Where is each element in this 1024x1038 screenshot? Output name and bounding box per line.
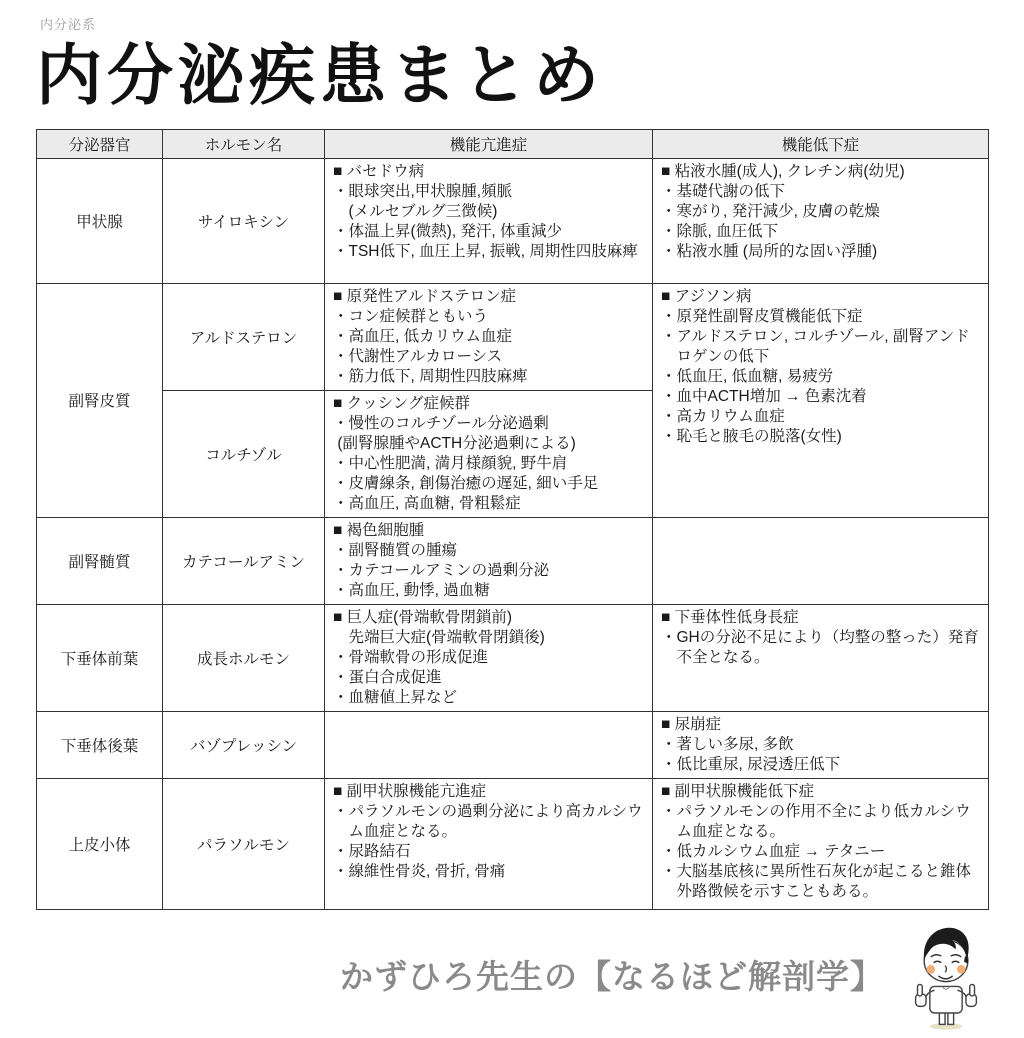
- disease-heading: ■ 下垂体性低身長症: [661, 608, 799, 626]
- header-hyperfunction: 機能亢進症: [325, 129, 653, 158]
- thumbs-up-teacher-icon: [898, 918, 994, 1032]
- detail-line: ・TSH低下, 血圧上昇, 振戦, 周期性四肢麻痺: [333, 242, 638, 260]
- detail-line: ・低比重尿, 尿浸透圧低下: [661, 755, 841, 773]
- header-organ: 分泌器官: [37, 129, 163, 158]
- detail-line: ・筋力低下, 周期性四肢麻痺: [333, 367, 528, 385]
- hormone-cell: バゾプレッシン: [163, 711, 325, 778]
- detail-line: ・線維性骨炎, 骨折, 骨痛: [333, 862, 506, 880]
- hormone-cell: サイロキシン: [163, 158, 325, 283]
- detail-line: ・中心性肥満, 満月様顔貌, 野牛肩: [333, 454, 568, 472]
- disease-heading: ■ 粘液水腫(成人), クレチン病(幼児): [661, 162, 905, 180]
- hyperfunction-cell: [325, 604, 653, 711]
- detail-line: ・パラソルモンの作用不全により低カルシウム血症となる。: [661, 802, 971, 840]
- hypofunction-cell: [653, 778, 989, 909]
- hyperfunction-cell: [325, 158, 653, 283]
- footer: [340, 918, 994, 1032]
- detail-line: ・代謝性アルカローシス: [333, 347, 503, 365]
- hyperfunction-cell: [325, 517, 653, 604]
- detail-line: 先端巨大症(骨端軟骨閉鎖後): [333, 628, 545, 646]
- hypofunction-cell: [653, 517, 989, 604]
- hormone-cell: カテコールアミン: [163, 517, 325, 604]
- table-body: [37, 158, 989, 909]
- table-row: [37, 158, 989, 283]
- table-header-row: [37, 129, 989, 158]
- hyperfunction-cell: [325, 390, 653, 517]
- disease-heading: ■ バセドウ病: [333, 162, 425, 180]
- detail-line: ・大脳基底核に異所性石灰化が起こると錐体外路徴候を示すこともある。: [661, 862, 972, 900]
- detail-line: (副腎腺腫やACTH分泌過剰による): [333, 434, 576, 452]
- detail-line: ・蛋白合成促進: [333, 668, 442, 686]
- organ-cell: 甲状腺: [37, 158, 163, 283]
- table-row: [37, 283, 989, 390]
- detail-line: ・原発性副腎皮質機能低下症: [661, 307, 863, 325]
- disease-heading: ■ アジソン病: [661, 287, 752, 305]
- detail-line: ・眼球突出,甲状腺腫,頻脈: [333, 182, 513, 200]
- hormone-cell: アルドステロン: [163, 283, 325, 390]
- footer-brand-text: かずひろ先生の【なるほど解剖学】: [340, 958, 884, 995]
- detail-line: ・コン症候群ともいう: [333, 307, 489, 325]
- hormone-cell: 成長ホルモン: [163, 604, 325, 711]
- detail-line: (メルセブルグ三徴候): [333, 202, 498, 220]
- organ-cell: 副腎皮質: [37, 283, 163, 517]
- detail-line: ・尿路結石: [333, 842, 411, 860]
- disease-heading: ■ 尿崩症: [661, 715, 722, 733]
- detail-line: ・血中ACTH増加 → 色素沈着: [661, 387, 867, 405]
- header-hormone: ホルモン名: [163, 129, 325, 158]
- detail-line: ・カテコールアミンの過剰分泌: [333, 561, 550, 579]
- detail-line: ・骨端軟骨の形成促進: [333, 648, 489, 666]
- detail-line: ・除脈, 血圧低下: [661, 222, 779, 240]
- detail-line: ・基礎代謝の低下: [661, 182, 786, 200]
- detail-line: ・副腎髄質の腫瘍: [333, 541, 458, 559]
- table-row: [37, 711, 989, 778]
- table-row: [37, 604, 989, 711]
- detail-line: ・高血圧, 動悸, 過血糖: [333, 581, 490, 599]
- disease-heading: ■ 巨人症(骨端軟骨閉鎖前): [333, 608, 512, 626]
- detail-line: ・低カルシウム血症 → テタニー: [661, 842, 886, 860]
- detail-line: ・皮膚線条, 創傷治癒の遅延, 細い手足: [333, 474, 599, 492]
- detail-line: ・体温上昇(微熱), 発汗, 体重減少: [333, 222, 563, 240]
- detail-line: ・粘液水腫 (局所的な固い浮腫): [661, 242, 878, 260]
- detail-line: ・著しい多尿, 多飲: [661, 735, 794, 753]
- detail-line: ・慢性のコルチゾール分泌過剰: [333, 414, 549, 432]
- disease-heading: ■ クッシング症候群: [333, 394, 470, 412]
- hormone-cell: パラソルモン: [163, 778, 325, 909]
- detail-line: ・アルドステロン, コルチゾール, 副腎アンドロゲンの低下: [661, 327, 970, 365]
- table-row: [37, 517, 989, 604]
- hyperfunction-cell: [325, 711, 653, 778]
- table-row: [37, 778, 989, 909]
- endocrine-disease-table: [36, 129, 989, 910]
- detail-line: ・GHの分泌不足により（均整の整った）発育不全となる。: [661, 628, 979, 666]
- category-tag: 内分泌系: [40, 17, 97, 32]
- detail-line: ・高血圧, 低カリウム血症: [333, 327, 512, 345]
- organ-cell: 副腎髄質: [37, 517, 163, 604]
- hypofunction-cell: [653, 158, 989, 283]
- detail-line: ・高血圧, 高血糖, 骨粗鬆症: [333, 494, 521, 512]
- hypofunction-cell: [653, 711, 989, 778]
- detail-line: ・血糖値上昇など: [333, 688, 458, 706]
- organ-cell: 下垂体後葉: [37, 711, 163, 778]
- hyperfunction-cell: [325, 778, 653, 909]
- organ-cell: 上皮小体: [37, 778, 163, 909]
- detail-line: ・恥毛と腋毛の脱落(女性): [661, 427, 842, 445]
- detail-line: ・パラソルモンの過剰分泌により高カルシウム血症となる。: [333, 802, 643, 840]
- detail-line: ・寒がり, 発汗減少, 皮膚の乾燥: [661, 202, 880, 220]
- hypofunction-cell: [653, 283, 989, 517]
- organ-cell: 下垂体前葉: [37, 604, 163, 711]
- hypofunction-cell: [653, 604, 989, 711]
- page-title: 内分泌疾患まとめ: [36, 38, 604, 112]
- disease-heading: ■ 副甲状腺機能低下症: [661, 782, 815, 800]
- hormone-cell: コルチゾル: [163, 390, 325, 517]
- disease-heading: ■ 副甲状腺機能亢進症: [333, 782, 487, 800]
- detail-line: ・高カリウム血症: [661, 407, 785, 425]
- disease-heading: ■ 褐色細胞腫: [333, 521, 425, 539]
- detail-line: ・低血圧, 低血糖, 易疲労: [661, 367, 834, 385]
- header-hypofunction: 機能低下症: [653, 129, 989, 158]
- disease-heading: ■ 原発性アルドステロン症: [333, 287, 517, 305]
- hyperfunction-cell: [325, 283, 653, 390]
